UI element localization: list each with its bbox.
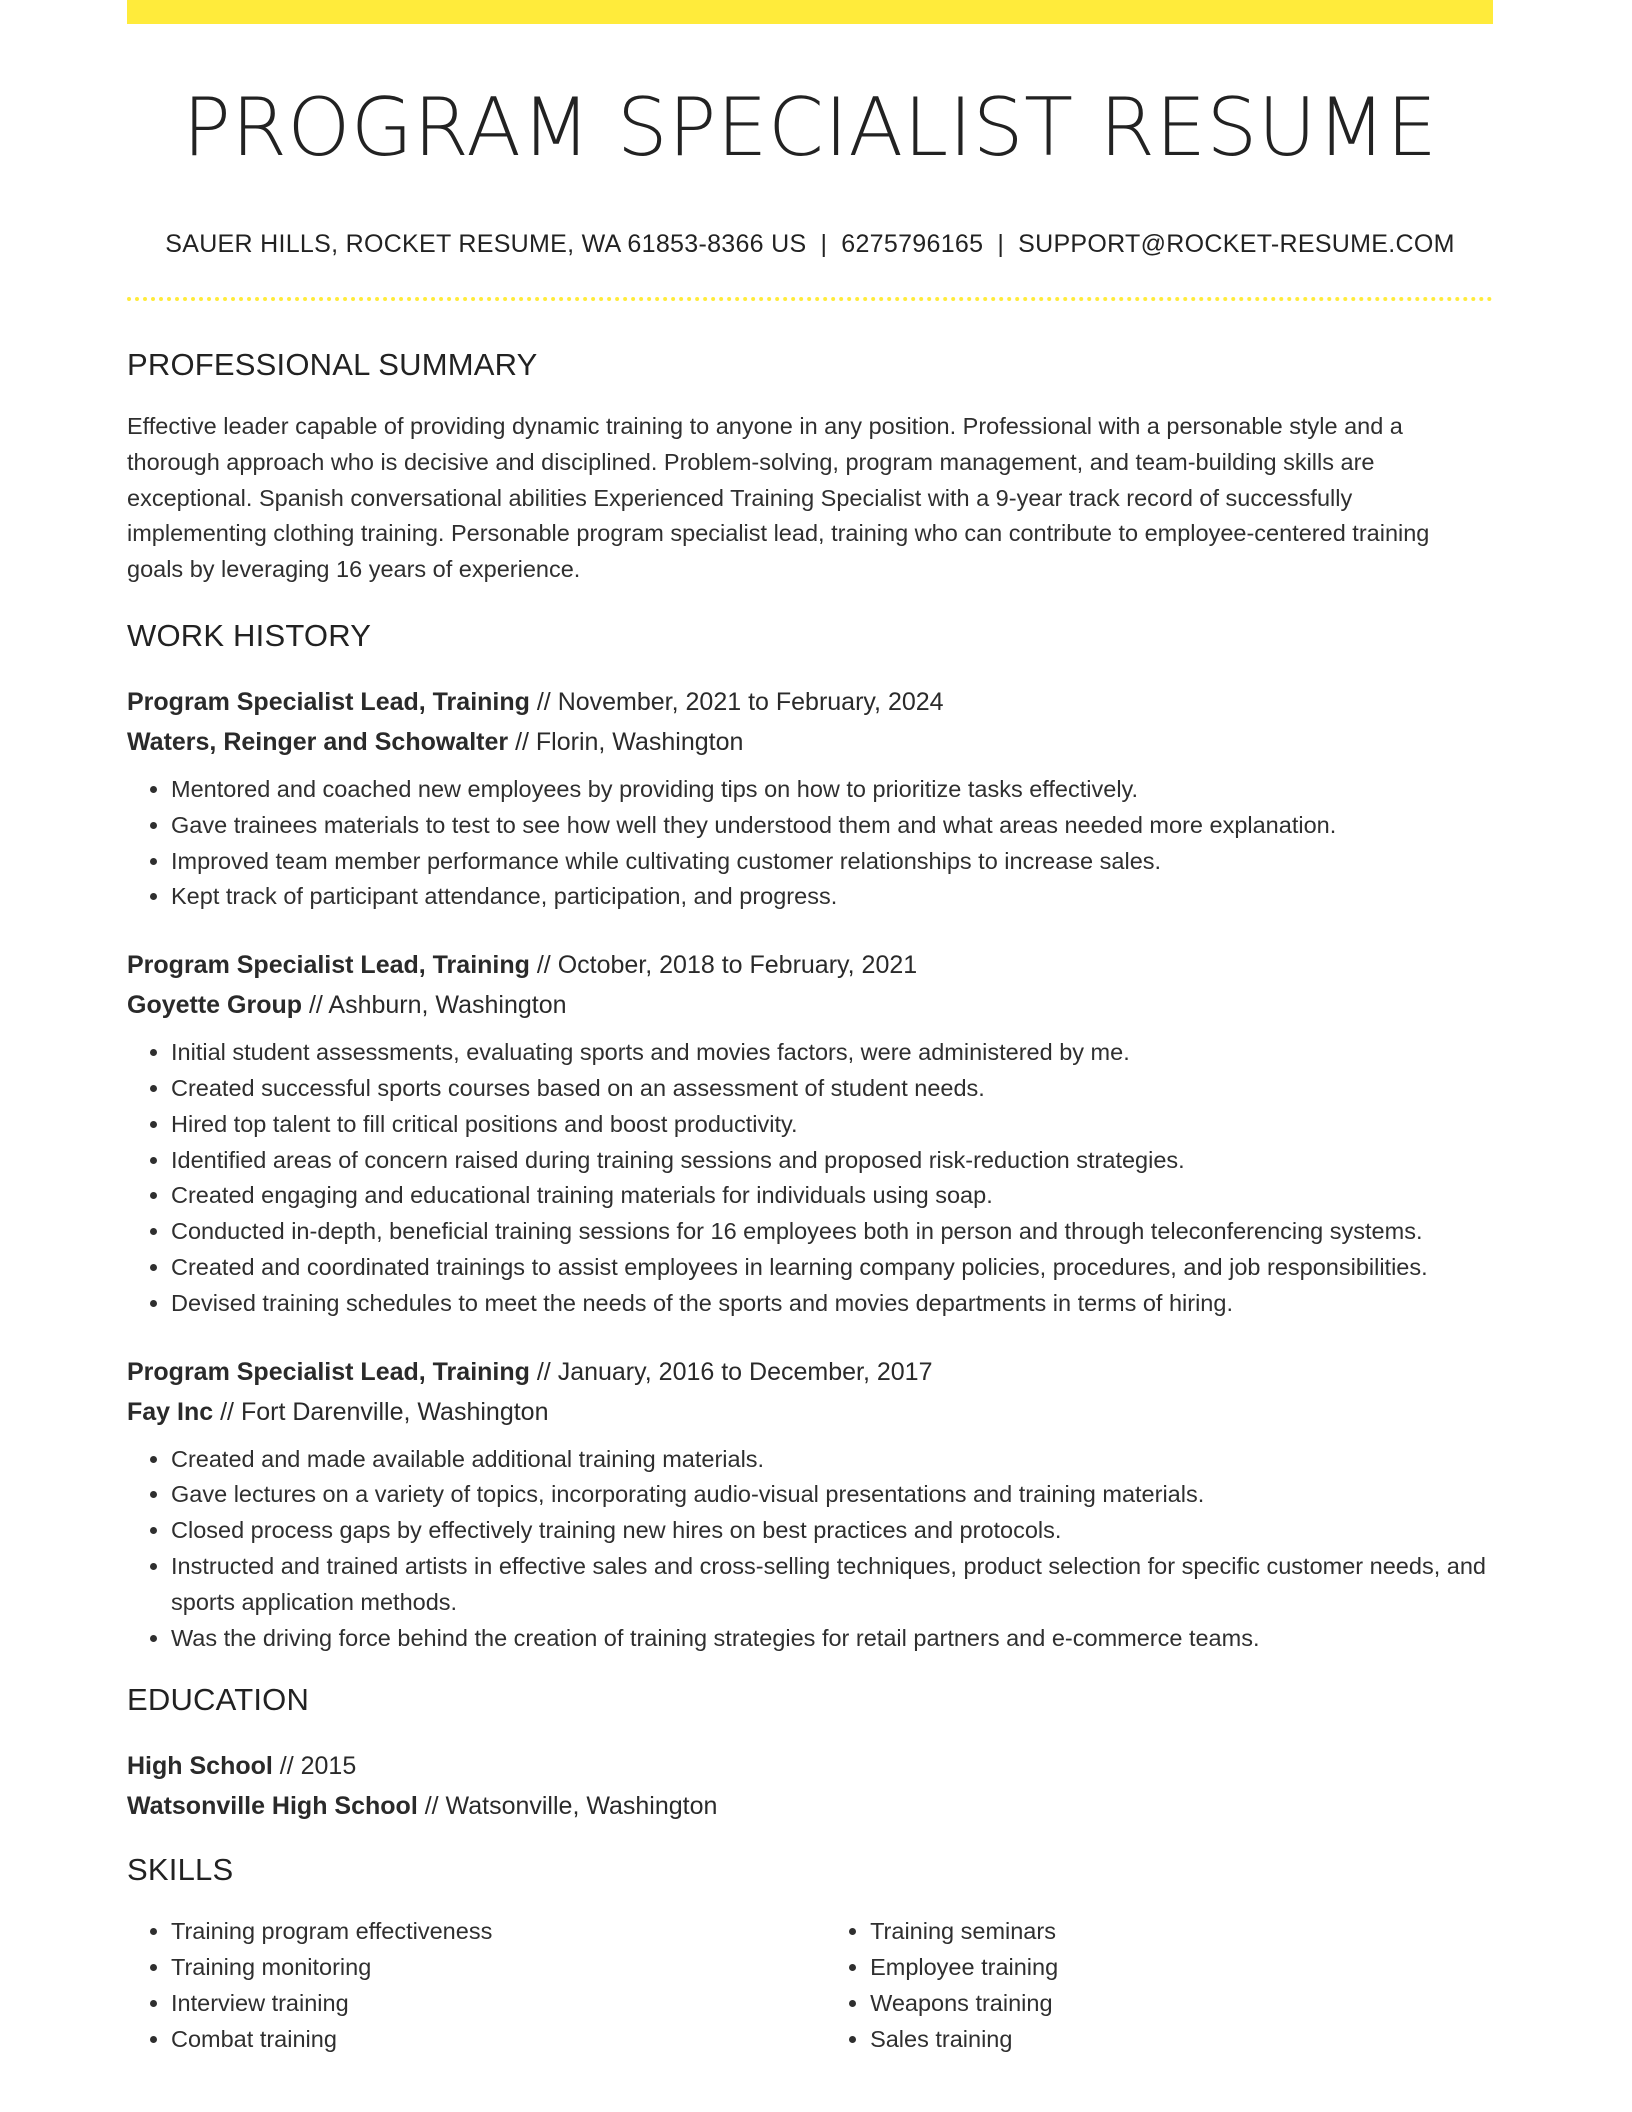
resume-page bbox=[127, 0, 1493, 2058]
work-history-heading: WORK HISTORY bbox=[127, 617, 372, 653]
job-bullet: • Instructed and trained artists in effective sales and cross-selling techniques, product selection for specific customer needs, and sports application methods. bbox=[171, 1549, 1493, 1621]
job-bullet: • Devised training schedules to meet the needs of the sports and movies departments in terms of hiring. bbox=[171, 1286, 1493, 1322]
job-bullet: • Identified areas of concern raised during training sessions and proposed risk-reduction strategies. bbox=[171, 1143, 1493, 1179]
dotted-divider bbox=[127, 297, 1493, 301]
job-company-line bbox=[127, 1392, 1493, 1432]
summary-text: Effective leader capable of providing dynamic training to anyone in any position. Professional with a personable style and a thorough approach who is decisive and disciplined. Problem-solving, program management, and team-building skills are exceptional. Spanish conversational abilities Experienced Training Specialist with a 9-year track record of successfully implementing clothing training. Personable program specialist lead, training who can contribute to employee-centered training goals by leveraging 16 years of experience. bbox=[127, 413, 1430, 583]
job-bullet: • Closed process gaps by effectively training new hires on best practices and protocols. bbox=[171, 1513, 1493, 1549]
job-company: Goyette Group bbox=[127, 991, 303, 1020]
job-bullet: • Gave lectures on a variety of topics, incorporating audio-visual presentations and training materials. bbox=[171, 1477, 1493, 1513]
work-history-list bbox=[127, 682, 1493, 1656]
job-title-line bbox=[127, 945, 1493, 985]
job-company: Waters, Reinger and Schowalter bbox=[127, 727, 509, 756]
job-title: Program Specialist Lead, Training bbox=[127, 687, 530, 716]
skill-item: • Combat training bbox=[171, 2022, 826, 2058]
education-degree: High School bbox=[127, 1752, 273, 1781]
contact-email: SUPPORT@ROCKET-RESUME.COM bbox=[1018, 230, 1455, 258]
job-company: Fay Inc bbox=[127, 1397, 214, 1426]
education-degree-line bbox=[127, 1746, 1493, 1786]
contact-line bbox=[127, 230, 1493, 259]
job-entry bbox=[127, 1352, 1493, 1657]
job-entry bbox=[127, 682, 1493, 915]
job-title-line bbox=[127, 1352, 1493, 1392]
education-location: // Watsonville, Washington bbox=[417, 1792, 718, 1821]
job-dates: // October, 2018 to February, 2021 bbox=[529, 951, 918, 980]
job-bullet: • Conducted in-depth, beneficial training sessions for 16 employees both in person and through teleconferencing systems. bbox=[171, 1214, 1493, 1250]
skills-list-left bbox=[127, 1914, 826, 2057]
skill-item: • Training seminars bbox=[870, 1914, 1493, 1950]
job-dates: // November, 2021 to February, 2024 bbox=[529, 687, 944, 716]
job-title-line bbox=[127, 682, 1493, 722]
job-title: Program Specialist Lead, Training bbox=[127, 1357, 530, 1386]
education-heading: EDUCATION bbox=[127, 1682, 310, 1718]
job-bullet: • Hired top talent to fill critical positions and boost productivity. bbox=[171, 1107, 1493, 1143]
contact-separator: | bbox=[997, 230, 1005, 258]
contact-phone: 6275796165 bbox=[841, 230, 984, 258]
education-school: Watsonville High School bbox=[127, 1792, 418, 1821]
summary-heading: PROFESSIONAL SUMMARY bbox=[127, 347, 538, 382]
skill-item: • Employee training bbox=[870, 1950, 1493, 1986]
job-bullet: • Kept track of participant attendance, participation, and progress. bbox=[171, 879, 1493, 915]
job-location: // Florin, Washington bbox=[508, 727, 744, 756]
job-company-line bbox=[127, 985, 1493, 1025]
job-bullet: • Created and made available additional training materials. bbox=[171, 1442, 1493, 1478]
job-location: // Ashburn, Washington bbox=[302, 991, 567, 1020]
job-bullets bbox=[127, 772, 1493, 915]
job-bullet: • Was the driving force behind the creation of training strategies for retail partners and e-commerce teams. bbox=[171, 1621, 1493, 1657]
skill-item: • Sales training bbox=[870, 2022, 1493, 2058]
job-bullets bbox=[127, 1442, 1493, 1657]
job-bullet: • Gave trainees materials to test to see how well they understood them and what areas needed more explanation. bbox=[171, 808, 1493, 844]
contact-address: SAUER HILLS, ROCKET RESUME, WA 61853-8366 US bbox=[165, 230, 807, 258]
skill-item: • Weapons training bbox=[870, 1986, 1493, 2022]
job-entry bbox=[127, 945, 1493, 1321]
job-dates: // January, 2016 to December, 2017 bbox=[529, 1357, 933, 1386]
job-title: Program Specialist Lead, Training bbox=[127, 951, 530, 980]
education-year: // 2015 bbox=[272, 1752, 357, 1781]
skills-grid bbox=[127, 1914, 1493, 2057]
contact-separator: | bbox=[820, 230, 828, 258]
job-bullet: • Created successful sports courses based on an assessment of student needs. bbox=[171, 1071, 1493, 1107]
skills-heading: SKILLS bbox=[127, 1852, 234, 1888]
job-bullet: • Mentored and coached new employees by providing tips on how to prioritize tasks effectively. bbox=[171, 772, 1493, 808]
job-location: // Fort Darenville, Washington bbox=[213, 1397, 549, 1426]
skills-list-right bbox=[826, 1914, 1493, 2057]
job-bullet: • Improved team member performance while cultivating customer relationships to increase sales. bbox=[171, 844, 1493, 880]
resume-title: PROGRAM SPECIALIST RESUME bbox=[182, 81, 1438, 174]
education-school-line bbox=[127, 1786, 1493, 1826]
education-entry bbox=[127, 1746, 1493, 1826]
accent-top-bar bbox=[127, 0, 1493, 24]
skill-item: • Training program effectiveness bbox=[171, 1914, 826, 1950]
job-bullets bbox=[127, 1035, 1493, 1321]
skill-item: • Training monitoring bbox=[171, 1950, 826, 1986]
skill-item: • Interview training bbox=[171, 1986, 826, 2022]
job-bullet: • Created engaging and educational training materials for individuals using soap. bbox=[171, 1178, 1493, 1214]
job-company-line bbox=[127, 722, 1493, 762]
job-bullet: • Created and coordinated trainings to assist employees in learning company policies, procedures, and job responsibilities. bbox=[171, 1250, 1493, 1286]
job-bullet: • Initial student assessments, evaluating sports and movies factors, were administered by me. bbox=[171, 1035, 1493, 1071]
